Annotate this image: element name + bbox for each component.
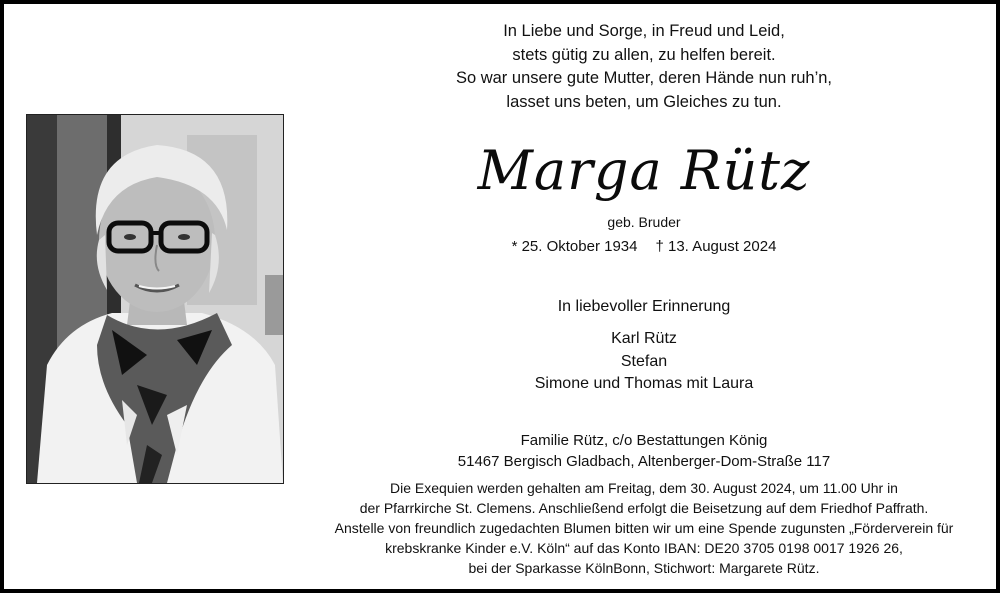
- mourner-name: Karl Rütz: [611, 330, 677, 347]
- portrait-photo: [26, 114, 284, 484]
- deceased-name: Marga Rütz: [477, 139, 811, 202]
- life-dates: [294, 237, 994, 257]
- mourner-name: Simone und Thomas mit Laura: [534, 375, 754, 392]
- poem-line: lasset uns beten, um Gleiches zu tun.: [506, 92, 782, 111]
- birth-date: * 25. Oktober 1934: [511, 238, 638, 255]
- poem-line: stets gütig zu allen, zu helfen bereit.: [512, 45, 776, 64]
- remembrance-heading: In liebevoller Erinnerung: [557, 298, 731, 315]
- poem-line: So war unsere gute Mutter, deren Hände nun ruh’n,: [455, 69, 833, 87]
- contact-address: [294, 431, 994, 472]
- portrait-photo-illustration: [27, 115, 283, 483]
- service-line: der Pfarrkirche St. Clemens. Anschließend erfolgt die Beisetzung auf dem Friedhof Paffrath.: [359, 500, 929, 516]
- service-notice: [294, 478, 994, 578]
- service-line: Die Exequien werden gehalten am Freitag, dem 30. August 2024, um 11.00 Uhr in: [390, 480, 898, 496]
- poem: [294, 20, 994, 114]
- birth-name: geb. Bruder: [607, 214, 681, 230]
- service-line: Anstelle von freundlich zugedachten Blumen bitten wir um eine Spende zugunsten „Förderverein für: [334, 520, 954, 536]
- mourner-name: Stefan: [620, 352, 668, 370]
- death-date: † 13. August 2024: [655, 238, 777, 255]
- poem-line: In Liebe und Sorge, in Freud und Leid,: [503, 22, 785, 40]
- mourners-list: [294, 328, 994, 396]
- service-line: krebskranke Kinder e.V. Köln“ auf das Konto IBAN: DE20 3705 0198 0017 1926 26,: [385, 540, 903, 556]
- contact-line: 51467 Bergisch Gladbach, Altenberger-Dom-Straße 117: [457, 452, 831, 470]
- service-line: bei der Sparkasse KölnBonn, Stichwort: Margarete Rütz.: [468, 560, 820, 576]
- contact-line: Familie Rütz, c/o Bestattungen König: [520, 432, 768, 449]
